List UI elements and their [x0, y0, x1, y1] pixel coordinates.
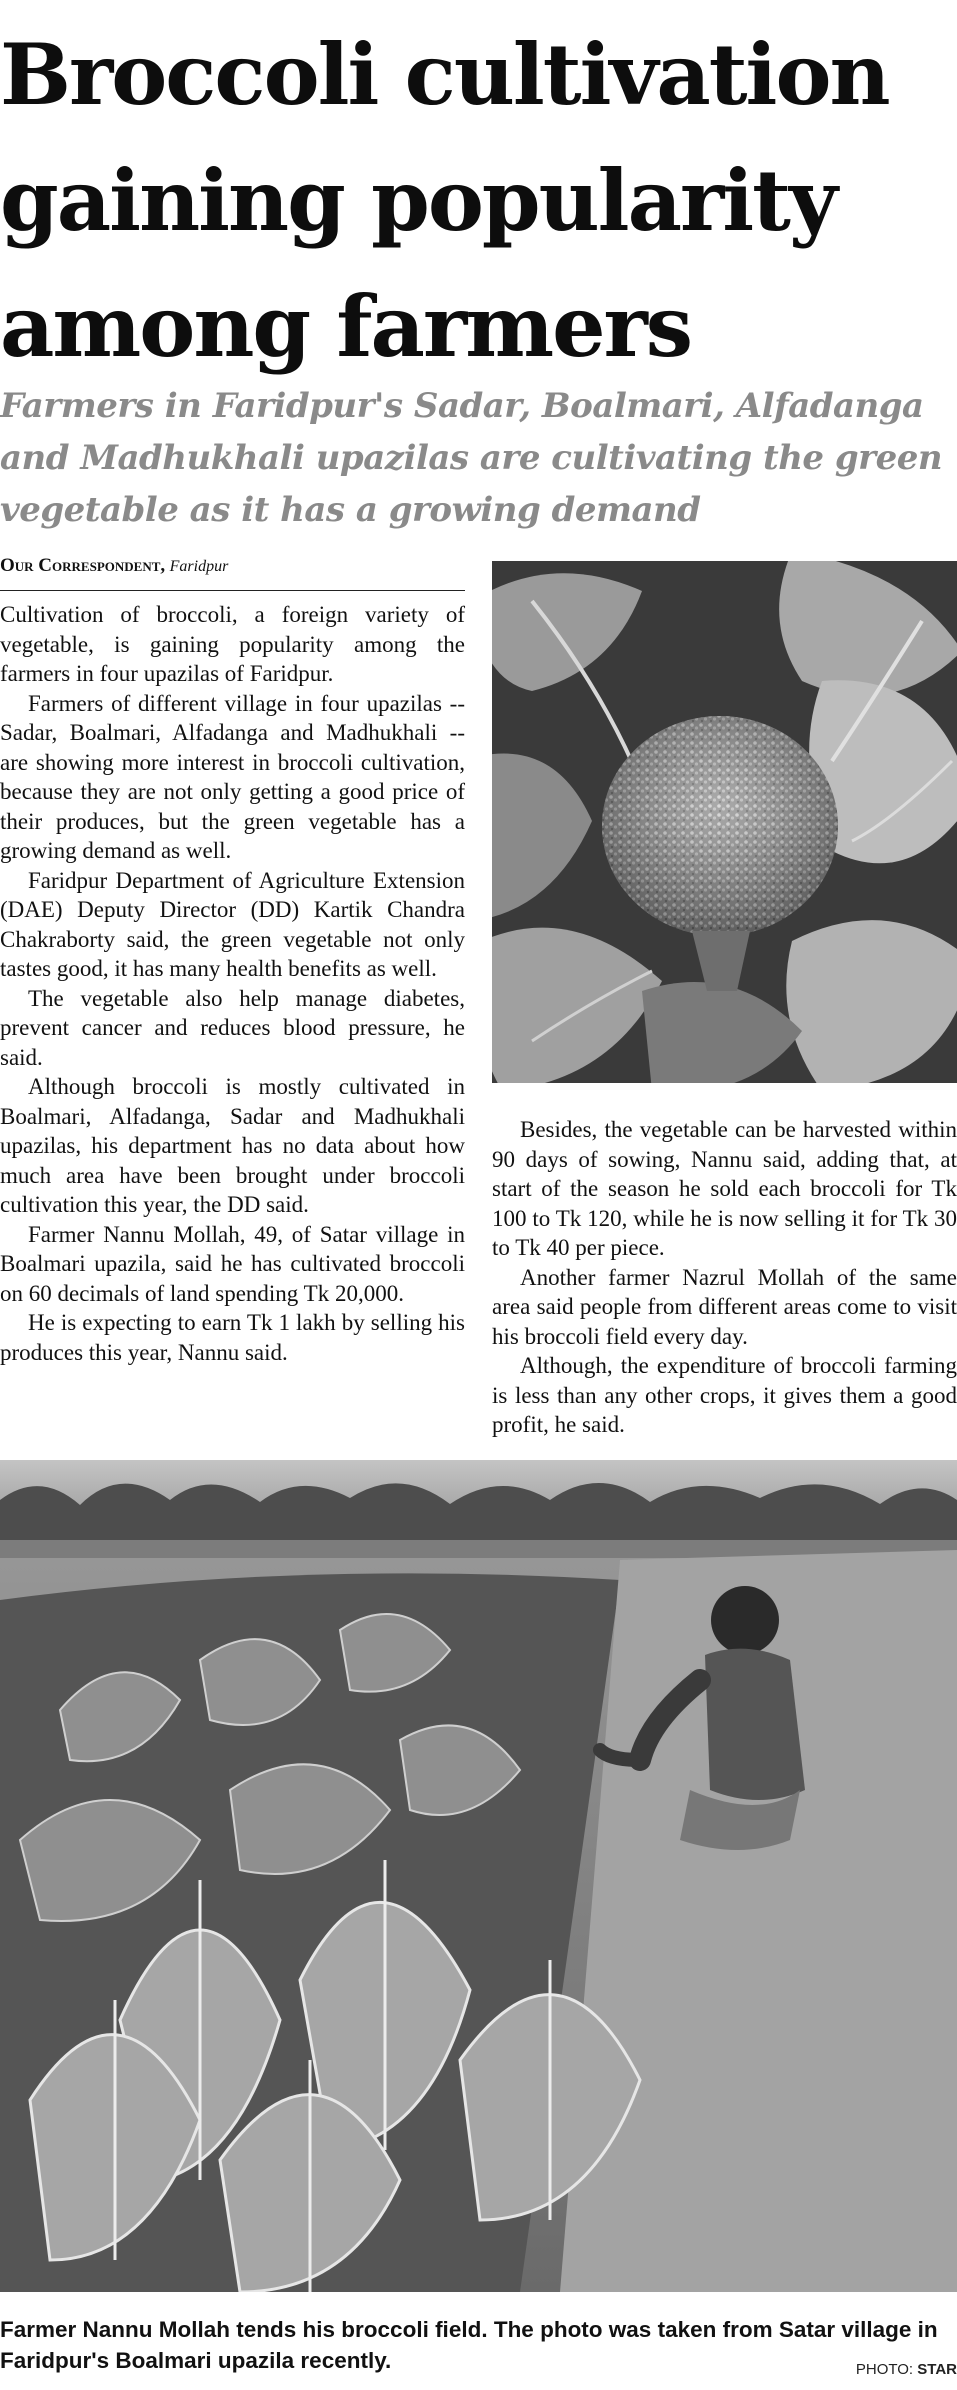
article-column-left	[0, 600, 465, 1367]
paragraph: He is expecting to earn Tk 1 lakh by selling his produces this year, Nannu said.	[0, 1310, 465, 1365]
article-column-right	[492, 1115, 957, 1440]
byline	[0, 554, 465, 591]
paragraph: Although broccoli is mostly cultivated in Boalmari, Alfadanga, Sadar and Madhukhali upazilas, his department has no data about how much area have been brought under broccoli cultivation this year, the DD said.	[0, 1074, 465, 1217]
headline: Broccoli cultivation gaining popularity among farmers	[0, 25, 889, 376]
photo-caption: Farmer Nannu Mollah tends his broccoli field. The photo was taken from Satar village in Faridpur's Boalmari upazila recently.	[0, 2317, 938, 2373]
photo-credit-org: STAR	[917, 2361, 957, 2378]
byline-name: Our Correspondent,	[0, 555, 166, 576]
farmer-field-photo	[0, 1460, 957, 2292]
paragraph: Although, the expenditure of broccoli farming is less than any other crops, it gives them a good profit, he said.	[492, 1353, 957, 1437]
paragraph: Another farmer Nazrul Mollah of the same area said people from different areas come to visit his broccoli field every day.	[492, 1264, 957, 1349]
paragraph: Farmers of different village in four upazilas -- Sadar, Boalmari, Alfadanga and Madhukhali -- are showing more interest in broccoli cultivation, because they are not only getting a good price of their produces, but the green vegetable has a growing demand as well.	[0, 690, 465, 863]
paragraph: Cultivation of broccoli, a foreign variety of vegetable, is gaining popularity among the farmers in four upazilas of Faridpur.	[0, 602, 465, 686]
photo-credit-label: PHOTO:	[855, 2361, 914, 2378]
byline-place: Faridpur	[169, 558, 229, 575]
paragraph: Farmer Nannu Mollah, 49, of Satar village in Boalmari upazila, said he has cultivated broccoli on 60 decimals of land spending Tk 20,000.	[0, 1221, 465, 1306]
subheadline: Farmers in Faridpur's Sadar, Boalmari, Alfadanga and Madhukhali upazilas are cultivating the green vegetable as it has a growing demand	[0, 386, 943, 530]
paragraph: Besides, the vegetable can be harvested within 90 days of sowing, Nannu said, adding that, at start of the season he sold each broccoli for Tk 100 to Tk 120, while he is now selling it for Tk 30 to Tk 40 per piece.	[492, 1117, 957, 1260]
photo-credit	[856, 2360, 957, 2380]
broccoli-closeup-photo	[492, 561, 957, 1083]
paragraph: The vegetable also help manage diabetes, prevent cancer and reduces blood pressure, he said.	[0, 985, 465, 1070]
paragraph: Faridpur Department of Agriculture Extension (DAE) Deputy Director (DD) Kartik Chandra Chakraborty said, the green vegetable not only tastes good, it has many health benefits as well.	[0, 867, 465, 981]
